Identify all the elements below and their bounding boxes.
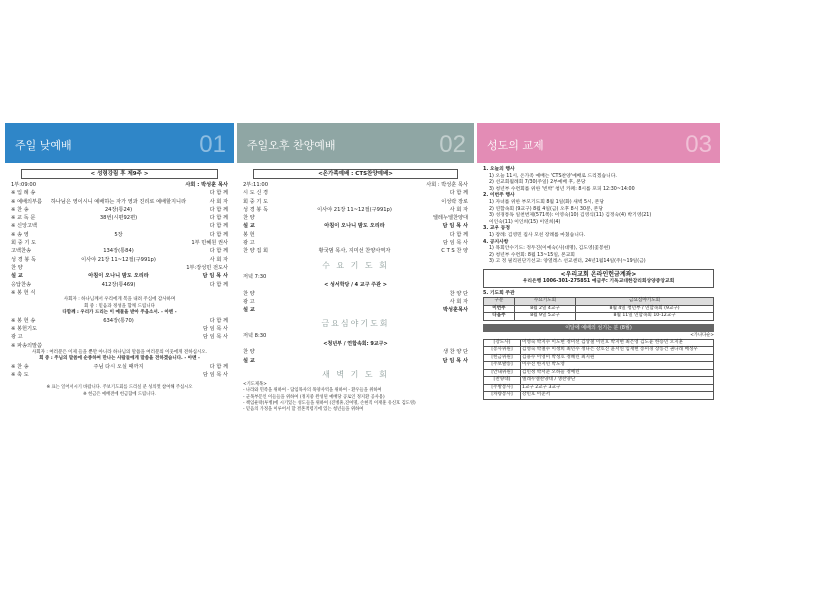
service-leader: 사회 : 박성훈 목사 xyxy=(185,182,228,188)
order-person: C T S 찬 양 xyxy=(441,248,468,255)
order-item: 광 고 xyxy=(11,334,23,341)
order-row xyxy=(11,363,228,371)
table-cell: 8월 4일 청년부 / 연합속회 (9교구) xyxy=(576,305,714,313)
order-person: 1부 민혜원 권사 xyxy=(191,240,228,247)
panel-header xyxy=(237,123,474,163)
order-item: ※ 입 례 송 xyxy=(11,190,36,197)
order-person: 담 임 목 사 xyxy=(442,223,468,230)
order-content xyxy=(49,222,188,230)
table-header: 수요기도회 xyxy=(514,298,575,306)
order-person: 찬 양 단 xyxy=(449,290,468,297)
notice-item: 3. 교우 동정 xyxy=(483,226,511,232)
serve-role: [강도사] xyxy=(484,339,521,347)
order-item: 찬 양 xyxy=(11,264,23,271)
order-person: 다 함 께 xyxy=(449,231,468,238)
notice-item: 1) 오늘 11시, 온가족 예배는 'CTS찬양'예배로 드리겠습니다. xyxy=(489,173,617,179)
friday-subtitle: <청년부 / 연합속회: 9교구> xyxy=(323,341,388,348)
order-person xyxy=(188,342,228,350)
order-item: ※ 축 도 xyxy=(11,372,29,379)
order-content xyxy=(49,239,188,247)
order-row xyxy=(11,281,228,289)
order-person: 박성훈목사 xyxy=(442,307,468,314)
order-row xyxy=(243,357,468,365)
order-item: 성 경 봉 독 xyxy=(11,256,36,263)
order-item: ※ 예배의부름 xyxy=(11,198,43,205)
order-row xyxy=(243,222,468,230)
order-row xyxy=(11,342,228,350)
order-person: 다 함 께 xyxy=(209,281,228,288)
order-content: 아침이 오나니 밤도 오리라 xyxy=(324,223,385,230)
serve-names: 1교구 2교구 3교구 xyxy=(521,384,714,392)
friday-head xyxy=(243,332,468,340)
panel-number: 03 xyxy=(685,131,712,158)
order-content xyxy=(281,189,428,197)
order-row xyxy=(11,317,228,325)
sending-note: 회 중 : 주님의 말씀에 순종하여 만나는 사람들에게 말씀을 전하겠습니다. - 아멘 - xyxy=(39,356,200,362)
order-content: 38번(시편92편) xyxy=(99,215,138,222)
order-item: 응답찬송 xyxy=(11,281,32,288)
order-item: ※ 봉 헌 송 xyxy=(11,317,36,324)
friday-title: 금요심야기도회 xyxy=(321,319,390,329)
order-content: 5장 xyxy=(114,231,123,238)
serve-role: [주방봉사] xyxy=(484,384,521,392)
sending-note: 사회자 : 여러분은 이제 들을 뿐만 아니라 하나님의 말씀을 여러분의 이웃에게 전하십시오. xyxy=(31,349,208,355)
order-item: 회 중 기 도 xyxy=(11,240,36,247)
serve-names: 김민정 박서준 오하늘 정예린 xyxy=(521,369,714,377)
order-item: ※ 파송의말씀 xyxy=(11,342,43,349)
order-content xyxy=(49,342,188,350)
panel-fellowship xyxy=(477,123,720,465)
service-leader: 사회 : 박성훈 목사 xyxy=(426,182,468,188)
footnote: ※ 표는 일어서시기 바랍니다. 주보기도회를 드리실 분 성의껏 참여해 주십시오 xyxy=(46,385,193,391)
order-content: 134장(통84) xyxy=(103,248,134,255)
serve-names: 이영숙 박지수 이도현 정미선 김상철 이민호 박지현 최은영 김도윤 한승민 오지훈 xyxy=(521,339,714,347)
order-row xyxy=(243,189,468,197)
order-person: 담 임 목 사 xyxy=(203,372,228,379)
serve-table xyxy=(483,339,714,400)
order-item: 봉 헌 xyxy=(243,231,255,238)
table-cell: 이번주 xyxy=(484,305,515,313)
order-content xyxy=(281,348,428,356)
order-person: 생 찬 양 단 xyxy=(443,349,468,356)
service-time-row xyxy=(11,181,228,189)
order-person xyxy=(188,289,228,297)
order-item: ※ 봉헌기도 xyxy=(11,325,38,332)
notice-item: 1. 오늘의 행사 xyxy=(483,167,515,172)
serve-names: 강민호 이준서 xyxy=(521,392,714,400)
offertory-note: 다함께 : 우리가 드리는 이 예물을 받아 주옵소서. - 아멘 - xyxy=(62,310,177,316)
panel-header xyxy=(5,123,234,163)
footnote: ※ 헌금은 예배전에 헌금함에 드립니다. xyxy=(83,391,156,397)
order-row xyxy=(11,371,228,379)
dawn-title: 새 벽 기 도 회 xyxy=(322,369,389,379)
online-offering-account: 우리은행 1006-301-275851 예금주: 기독교대한감리회상양중앙교회 xyxy=(522,278,675,284)
table-cell: 다음주 xyxy=(484,313,515,321)
order-row xyxy=(11,325,228,333)
order-person: 엘레누엘찬양대 xyxy=(432,215,468,222)
service-time: 1부:09:00 xyxy=(11,182,37,188)
order-item: 고백찬송 xyxy=(11,248,32,255)
order-content xyxy=(281,231,428,239)
panel-title: 주일오후 찬양예배 xyxy=(247,139,336,152)
notice-item: 1) 자녀를 위한 부모기도회 8월 1일(화) 새벽 5시, 본당 xyxy=(489,199,604,205)
order-person: 사 회 자 xyxy=(449,298,468,305)
order-item: ※ 찬 송 xyxy=(11,206,29,213)
order-item: 성 경 봉 독 xyxy=(243,206,268,213)
order-content xyxy=(49,189,188,197)
order-content xyxy=(49,333,188,341)
serve-role: [안내위원] xyxy=(484,369,521,377)
order-row xyxy=(243,298,468,306)
order-row xyxy=(243,231,468,239)
order-item: 설 교 xyxy=(243,223,255,230)
order-person: 다 함 께 xyxy=(209,248,228,255)
serve-row xyxy=(484,347,714,355)
prayer-item: - 믿음의 가정을 이루어서 할 결혼적령기에 있는 청년들을 위하여 xyxy=(243,407,364,413)
order-content: 하나님은 영이시니 예배하는 자가 영과 진리로 예배할지니라 xyxy=(50,198,187,205)
order-row xyxy=(11,264,228,272)
order-person: 담 임 목 사 xyxy=(202,273,228,280)
serve-names: 김영숙 박철수 이정희 최민수 정다은 강호진 윤서연 임재현 송미경 장동건 권나래 배성우 xyxy=(521,347,714,355)
order-row xyxy=(11,239,228,247)
order-content xyxy=(281,306,428,314)
order-person: 다 함 께 xyxy=(209,190,228,197)
friday-time: 저녁 8:30 xyxy=(243,332,267,339)
order-item: 설 교 xyxy=(243,357,255,364)
order-person: 이성락 장로 xyxy=(441,198,468,205)
order-content: 24장(통24) xyxy=(104,206,133,213)
serve-names: 엘레누엘찬양대 / 생찬양단 xyxy=(521,377,714,385)
serve-role: [주보발송] xyxy=(484,362,521,370)
wednesday-subtitle: < 성서학당 / 4 교구 주관 > xyxy=(324,282,387,289)
order-item: 찬 양 집 회 xyxy=(243,248,268,255)
order-person: 다 함 께 xyxy=(209,215,228,222)
order-row xyxy=(11,333,228,341)
order-content: 아침이 오나니 밤도 오리라 xyxy=(88,273,149,280)
wednesday-title: 수 요 기 도 회 xyxy=(322,260,389,270)
service-subtitle: <온가족예배 : CTS찬양예배> xyxy=(253,169,458,179)
serve-names: 김용수 이영미 박성호 정혜린 최지원 xyxy=(521,354,714,362)
order-item: 광 고 xyxy=(243,298,255,305)
order-row xyxy=(243,306,468,314)
service-time: 2부:11:00 xyxy=(243,182,269,188)
order-row xyxy=(243,214,468,222)
order-content xyxy=(281,214,428,222)
notice-item: 이인숙(11) 이인희(15) 이연희(4) xyxy=(489,219,561,225)
serve-role: [봉사위원] xyxy=(484,347,521,355)
serve-row xyxy=(484,377,714,385)
order-item: ※ 신앙고백 xyxy=(11,223,38,230)
week-label: < 성령강림 후 제9주 > xyxy=(21,169,218,179)
panel-title: 주일 낮예배 xyxy=(15,139,72,152)
order-item: 찬 양 xyxy=(243,215,255,222)
service-time-row xyxy=(243,181,468,189)
notice-item: 3) 고 정 필리핀단기선교: 양열레스 선교센터, 24년1월14일(주)~19일(금) xyxy=(489,259,646,265)
order-item: 설 교 xyxy=(243,307,255,314)
order-row xyxy=(11,272,228,280)
serve-names: 이수진 한지민 박도영 xyxy=(521,362,714,370)
order-item: ※ 봉 헌 식 xyxy=(11,289,36,296)
offertory-note: 사회자 : 하나님께서 우리에게 복을 내려 주심에 감사하며 xyxy=(63,297,176,303)
order-row xyxy=(11,256,228,264)
order-item: ※ 찬 송 xyxy=(11,363,29,370)
order-row xyxy=(11,214,228,222)
panel-title: 성도의 교제 xyxy=(487,139,544,152)
order-row xyxy=(243,239,468,247)
order-row xyxy=(243,206,468,214)
order-item: 시 도 신 경 xyxy=(243,190,268,197)
notice-item: 2) 청년부 수련회: 8월 13~15일, 본교회 xyxy=(489,252,575,258)
order-content: 이사야 21장 11~12절(구991p) xyxy=(81,256,156,263)
panel-header xyxy=(477,123,720,163)
wednesday-time: 저녁 7:30 xyxy=(243,273,267,280)
order-person: 다 함 께 xyxy=(209,231,228,238)
order-row xyxy=(11,247,228,255)
panel-number: 02 xyxy=(439,131,466,158)
serve-row xyxy=(484,369,714,377)
order-person: 다 함 께 xyxy=(209,223,228,230)
table-header: 금요심야기도회 xyxy=(576,298,714,306)
serve-title: 이달에 예배의 섬기는 분 (8월) xyxy=(483,324,714,332)
serve-row xyxy=(484,354,714,362)
serve-row xyxy=(484,362,714,370)
serve-row xyxy=(484,339,714,347)
serve-role: [찬양대] xyxy=(484,377,521,385)
order-person: 다 함 께 xyxy=(209,363,228,370)
order-row xyxy=(243,290,468,298)
order-row xyxy=(243,348,468,356)
order-person: 담 임 목 사 xyxy=(203,334,228,341)
offertory-note: 회 중 : 믿음과 정성을 함께 드립니다 xyxy=(84,303,155,309)
notice-item: 1) 목회안수기도: 정두진(이예숙(사)대명), 김도영(꽃봉현) xyxy=(489,246,611,252)
notice-item: 2) 선교회월례회 7/30(주일) 2부예배 후, 본당 xyxy=(489,180,586,186)
order-row xyxy=(11,198,228,206)
panel-number: 01 xyxy=(199,131,226,158)
order-item: 찬 양 xyxy=(243,290,255,297)
order-row xyxy=(11,222,228,230)
order-person: 다 함 께 xyxy=(209,317,228,324)
order-content: 황국범 목사, 지미선 찬양사역자 xyxy=(318,248,391,255)
prayer-host-table xyxy=(483,297,714,321)
order-content xyxy=(281,290,428,298)
order-person: 담 임 목 사 xyxy=(443,240,468,247)
order-item: 광 고 xyxy=(243,240,255,247)
order-content: 주님 다시 오실 때까지 xyxy=(93,363,144,370)
notice-item: 4. 공지사항 xyxy=(483,239,509,245)
table-header: 구분 xyxy=(484,298,515,306)
panel-afternoon-service xyxy=(237,123,474,465)
table-cell: 8월 11일 연합속회 10-12교구 xyxy=(576,313,714,321)
order-item: ※ 송 영 xyxy=(11,231,29,238)
order-content xyxy=(281,298,428,306)
order-person: 다 함 께 xyxy=(449,190,468,197)
prayer-item: - 군목부문인 이들들을 위하여 (정지중 완성된 예배당 공로인 정지환 공사용) xyxy=(243,394,385,400)
order-person: 담 임 목 사 xyxy=(203,325,228,332)
order-item: 회 중 기 도 xyxy=(243,198,268,205)
online-offering-box xyxy=(483,269,714,288)
prayer-item: - 나라와 민족을 위하여 - 담임목사의 목양사역을 위하여 - 환우들을 위하여 xyxy=(243,388,382,394)
order-content xyxy=(281,198,428,206)
order-content: 이사야 21장 11~12절(구991p) xyxy=(317,206,392,213)
order-content xyxy=(49,371,188,379)
order-person: 1부:장성민 전도사 xyxy=(186,264,228,271)
order-item: 설 교 xyxy=(11,273,23,280)
order-content xyxy=(49,325,188,333)
order-person: 담 임 목 사 xyxy=(442,357,468,364)
order-person: 사 회 자 xyxy=(209,198,228,205)
notice-item: 2) 연합속회 (9교구) 8월 4일(금) 오후 8시 30분, 본당 xyxy=(489,206,603,212)
order-row xyxy=(11,206,228,214)
notice-item: 2. 이번주 행사 xyxy=(483,193,515,199)
online-offering-title: <우리교회 온라인헌금계좌> xyxy=(560,270,637,278)
order-item: ※ 교 독 문 xyxy=(11,215,36,222)
order-row xyxy=(11,231,228,239)
order-row xyxy=(243,247,468,255)
table-cell: 8월 9일 5교구 xyxy=(514,313,575,321)
order-item: 찬 양 xyxy=(243,349,255,356)
order-person: 사 회 자 xyxy=(209,256,228,263)
serve-row xyxy=(484,392,714,400)
prayer-item: - 책임운락(투병)에 시기있는 성도들을 위하여 (진병휴,진여명, 손현직 이재훈 유신호 김도영) xyxy=(243,400,416,406)
wednesday-head xyxy=(243,273,468,281)
prayer-heading: <기도제목> xyxy=(243,382,267,388)
order-row xyxy=(243,198,468,206)
order-content xyxy=(49,289,188,297)
notice-item: 3) 청년부 수련회를 위한 '빈박' 청년 카페: 8시를 포피 12:30~14:00 xyxy=(489,186,635,192)
notice-item: 3) 성경통독 일천번제(571쪽): 이영숙(10) 김영식(11) 김정숙(4) 박기영(21) xyxy=(489,213,652,219)
notice-item: 1) 장례: 김영민 집사 모친 장례를 마쳤습니다. xyxy=(489,232,585,238)
table-row xyxy=(484,313,714,321)
order-person: 다 함 께 xyxy=(209,206,228,213)
serve-role: [차량봉사] xyxy=(484,392,521,400)
prayer-host-heading: 5. 기도회 주관 xyxy=(483,290,515,296)
panel-sunday-service xyxy=(5,123,234,465)
serve-role: [헌금위원] xyxy=(484,354,521,362)
order-content xyxy=(281,357,428,365)
order-content xyxy=(49,264,186,272)
table-row xyxy=(484,305,714,313)
order-row xyxy=(11,189,228,197)
order-person: 사 회 자 xyxy=(449,206,468,213)
order-content xyxy=(281,239,428,247)
serve-note: <가나다순> xyxy=(690,332,714,338)
serve-row xyxy=(484,384,714,392)
order-row xyxy=(11,289,228,297)
order-content: 634장(통70) xyxy=(103,317,134,324)
order-content: 412장(통469) xyxy=(101,281,136,288)
table-cell: 8월 2일 4교구 xyxy=(514,305,575,313)
